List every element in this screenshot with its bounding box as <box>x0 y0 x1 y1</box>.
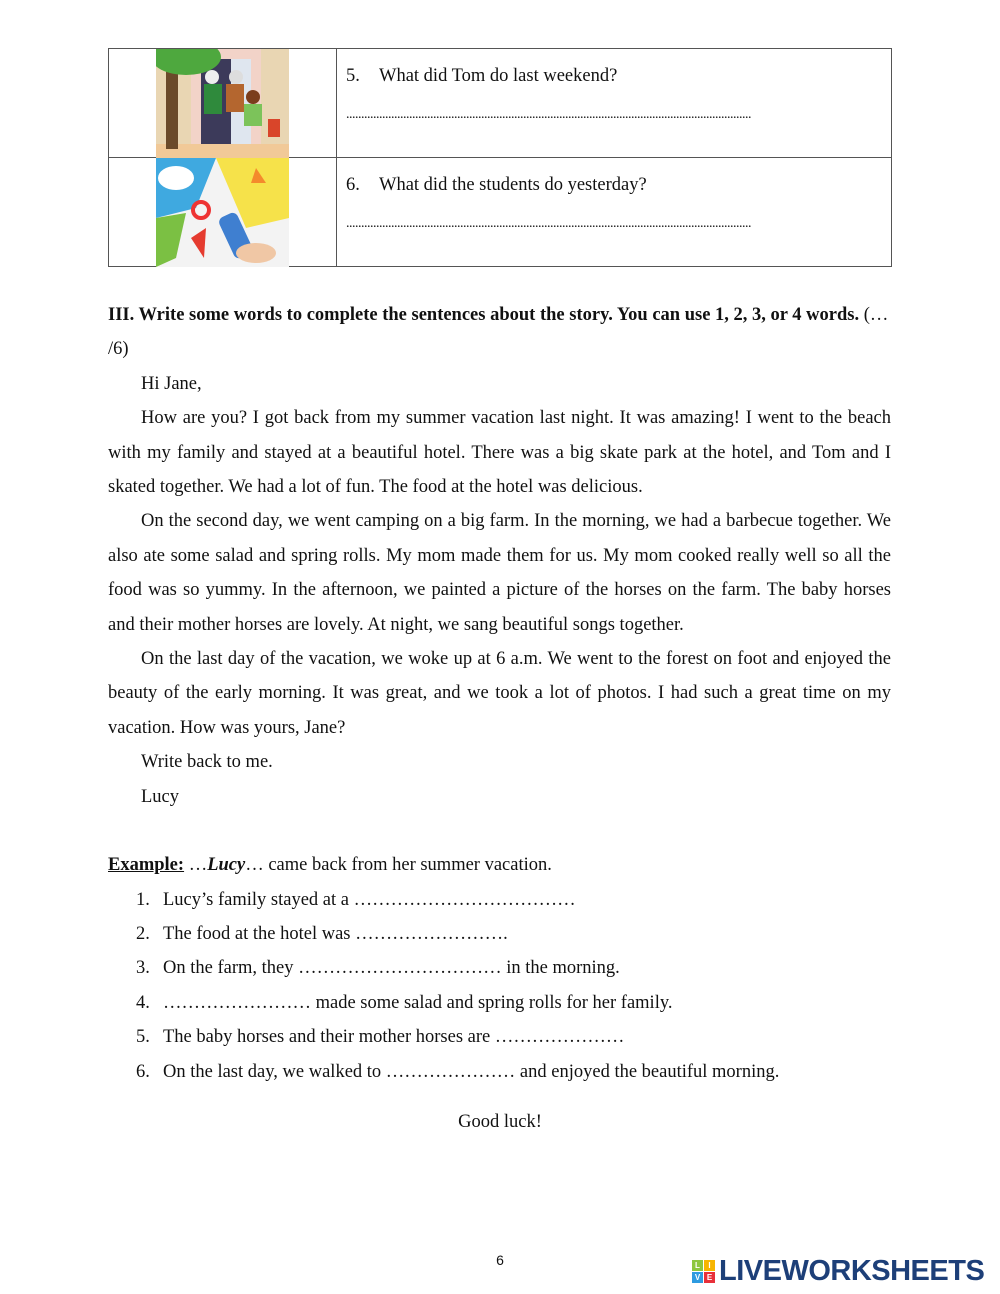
question-number: 6. <box>346 175 360 195</box>
list-item[interactable]: 1. Lucy’s family stayed at a ……………………………… <box>136 889 576 910</box>
letter-signature: Lucy <box>141 786 180 807</box>
question-table <box>108 48 892 267</box>
answer-line[interactable]: ....................................................................................................................................... <box>346 216 751 231</box>
list-item[interactable]: 4. …………………… made some salad and spring rolls for her family. <box>136 992 673 1013</box>
list-item[interactable]: 3. On the farm, they …………………………… in the morning. <box>136 958 620 979</box>
good-luck-text: Good luck! <box>458 1112 542 1132</box>
question-text: What did Tom do last weekend? <box>379 66 618 86</box>
answer-line[interactable]: ....................................................................................................................................... <box>346 107 751 122</box>
table-row <box>109 158 892 267</box>
list-item[interactable]: 2. The food at the hotel was ……………………. <box>136 923 508 944</box>
section-three <box>108 298 891 1089</box>
page-number: 6 <box>496 1252 504 1268</box>
letter-paragraph: How are you? I got back from my summer vacation last night. It was amazing! I went to the beach with my family and stayed at a beautiful hotel. There was a big skate park at the hotel, and Tom and I skated together. We had a lot of fun. The food at the hotel was delicious. <box>108 408 891 498</box>
question-number: 5. <box>346 66 360 86</box>
exercise-list <box>108 883 891 1089</box>
letter-greeting: Hi Jane, <box>141 373 202 394</box>
example-sentence: Example: …Lucy… came back from her summer vacation. <box>108 855 552 876</box>
paper-craft-image <box>156 158 289 267</box>
letter-paragraph: On the last day of the vacation, we woke up at 6 a.m. We went to the forest on foot and enjoyed the beauty of the early morning. It was great, and we took a lot of photos. I had such a great time on my vacation. How was yours, Jane? <box>108 649 891 738</box>
liveworksheets-logo[interactable] <box>692 1255 984 1288</box>
list-item[interactable]: 6. On the last day, we walked to ………………… and enjoyed the beautiful morning. <box>136 1061 780 1082</box>
logo-tiles-icon: L I V E <box>692 1260 715 1283</box>
letter-closing: Write back to me. <box>141 752 273 773</box>
grandparents-greeting-image <box>156 49 289 158</box>
list-item[interactable]: 5. The baby horses and their mother horses are ………………… <box>136 1027 625 1048</box>
letter-paragraph: On the second day, we went camping on a big farm. In the morning, we had a barbecue together. We also ate some salad and spring rolls. My mom made them for us. My mom cooked really well so all the food was so yummy. In the afternoon, we painted a picture of the horses on the farm. The baby horses and their mother horses are lovely. At night, we sang beautiful songs together. <box>108 511 891 635</box>
logo-text: LIVEWORKSHEETS <box>719 1255 985 1287</box>
table-row <box>109 49 892 158</box>
section-heading: III. Write some words to complete the sentences about the story. You can use 1, 2, 3, or 4 words. (… /6) <box>108 305 889 360</box>
question-text: What did the students do yesterday? <box>379 175 647 195</box>
